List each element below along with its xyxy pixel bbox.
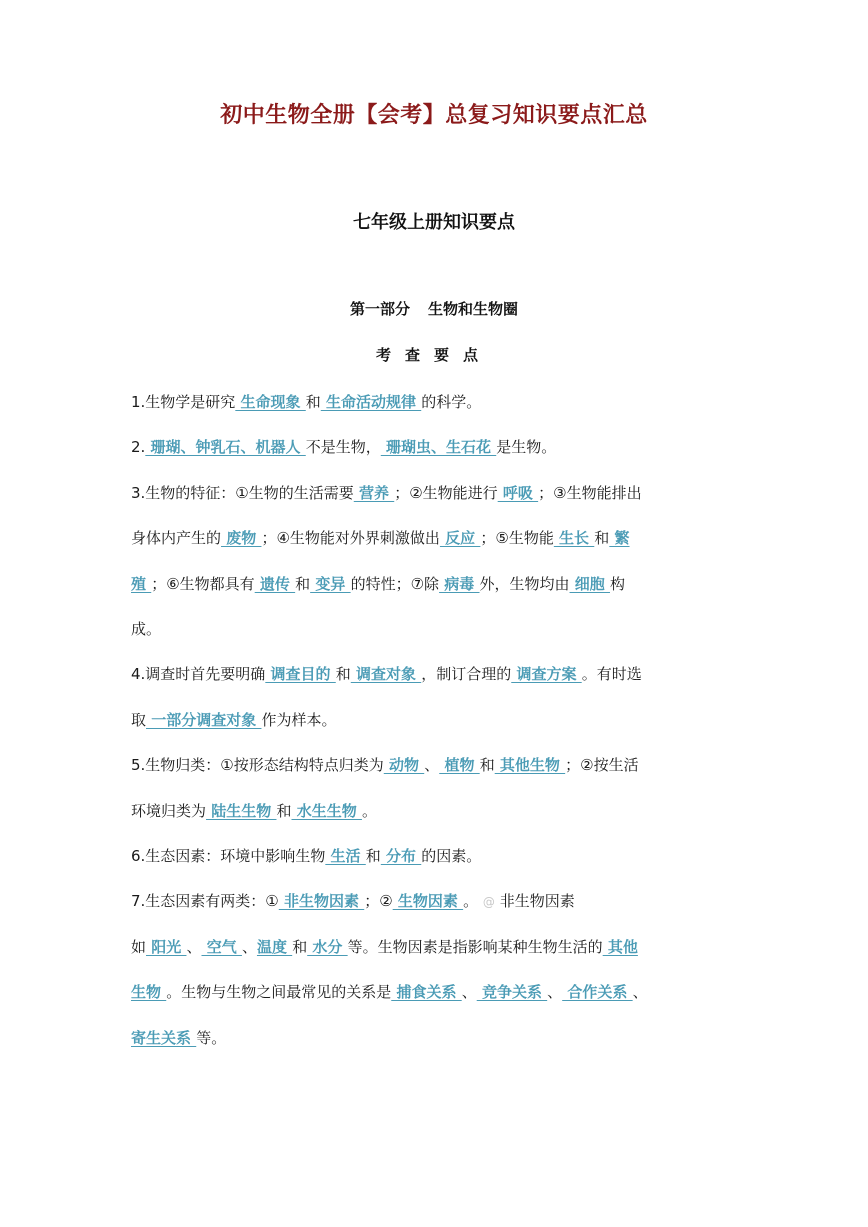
answer-blank: 温度 <box>256 938 293 956</box>
item-text: 环境归类为 <box>131 802 207 820</box>
item-5-line-1 <box>131 754 639 776</box>
item-text: 和 <box>365 847 381 865</box>
item-text: ；④生物能对外界刺激做出 <box>261 529 440 547</box>
item-text: 、 <box>632 983 648 1001</box>
item-text: 取 <box>131 711 147 729</box>
answer-blank: 生活 <box>325 847 366 865</box>
item-text: ；③生物能排出 <box>538 484 642 502</box>
item-text: 6.生态因素：环境中影响生物 <box>131 847 326 865</box>
answer-blank: 生命现象 <box>235 393 306 411</box>
item-7-line-2 <box>131 936 638 958</box>
item-text: ，制订合理的 <box>421 665 512 683</box>
item-text: 不是生物， <box>305 438 381 456</box>
item-text: 。生物与生物之间最常见的关系是 <box>166 983 392 1001</box>
item-text: 的因素。 <box>421 847 482 865</box>
item-text: 、 <box>186 938 202 956</box>
item-text: ；②按生活 <box>565 756 639 774</box>
item-text: 。 <box>463 892 479 910</box>
part-label: 第一部分 <box>349 300 410 318</box>
answer-blank: 废物 <box>221 529 262 547</box>
answer-blank: 生物因素 <box>392 892 464 910</box>
answer-blank: 营养 <box>353 484 395 502</box>
item-text: 。 <box>361 802 377 820</box>
item-7-line-1 <box>131 890 575 913</box>
item-text: 、 <box>424 756 440 774</box>
answer-blank: 遗传 <box>254 575 296 593</box>
answer-blank: 生长 <box>553 529 595 547</box>
answer-blank: 其他生物 <box>494 756 566 774</box>
watermark-mark: @ <box>482 895 495 909</box>
item-4-line-2 <box>131 709 336 731</box>
item-7-line-3 <box>131 981 648 1003</box>
answer-blank: 细胞 <box>569 575 610 593</box>
answer-blank: 生物 <box>131 983 167 1001</box>
item-3-line-4 <box>131 618 161 640</box>
item-text: 和 <box>276 802 292 820</box>
item-text: 作为样本。 <box>261 711 337 729</box>
item-text: 等。生物因素是指影响某种生物生活的 <box>347 938 603 956</box>
item-text: 非生物因素 <box>499 892 575 910</box>
item-text: ；②生物能进行 <box>394 484 498 502</box>
item-text: 、 <box>241 938 257 956</box>
answer-blank: 殖 <box>131 575 152 593</box>
item-text: 和 <box>292 938 308 956</box>
item-2 <box>131 436 556 458</box>
item-text: 5.生物归类：①按形态结构特点归类为 <box>131 756 384 774</box>
item-3-line-1 <box>131 482 642 504</box>
item-1 <box>131 391 481 413</box>
item-text: 身体内产生的 <box>131 529 222 547</box>
item-text: 如 <box>131 938 147 956</box>
item-text: 7.生态因素有两类：① <box>131 892 279 910</box>
keypoints-heading: 考查要点 <box>375 346 492 364</box>
item-3-line-3 <box>131 573 625 595</box>
item-text: ；⑤生物能 <box>480 529 554 547</box>
item-text: ；⑥生物都具有 <box>151 575 255 593</box>
item-text: ；② <box>364 892 393 910</box>
answer-blank: 珊瑚虫、生石花 <box>380 438 497 456</box>
item-text: 和 <box>295 575 311 593</box>
item-text: 。有时选 <box>581 665 642 683</box>
answer-blank: 植物 <box>439 756 480 774</box>
answer-blank: 反应 <box>439 529 481 547</box>
answer-blank: 寄生关系 <box>131 1029 197 1047</box>
item-text: 2. <box>131 438 146 456</box>
answer-blank: 水生生物 <box>291 802 362 820</box>
item-text: 外，生物均由 <box>479 575 570 593</box>
document-title: 初中生物全册【会考】总复习知识要点汇总 <box>220 103 648 128</box>
item-text: 和 <box>479 756 495 774</box>
part-heading <box>0 298 868 319</box>
item-6 <box>131 845 481 867</box>
answer-blank: 合作关系 <box>562 983 633 1001</box>
item-text: 的特性；⑦除 <box>350 575 440 593</box>
answer-blank: 竞争关系 <box>476 983 548 1001</box>
item-7-line-4 <box>131 1027 226 1049</box>
part-name: 生物和生物圈 <box>428 300 519 318</box>
answer-blank: 呼吸 <box>497 484 539 502</box>
answer-blank: 病毒 <box>439 575 480 593</box>
item-text: 和 <box>594 529 610 547</box>
answer-blank: 生命活动规律 <box>320 393 422 411</box>
item-text: 、 <box>547 983 563 1001</box>
answer-blank: 非生物因素 <box>278 892 365 910</box>
item-text: 1.生物学是研究 <box>131 393 236 411</box>
item-text: 等。 <box>196 1029 227 1047</box>
item-text: 4.调查时首先要明确 <box>131 665 266 683</box>
answer-blank: 陆生生物 <box>206 802 277 820</box>
answer-blank: 动物 <box>383 756 425 774</box>
answer-blank: 分布 <box>380 847 422 865</box>
answer-blank: 变异 <box>310 575 351 593</box>
answer-blank: 一部分调查对象 <box>146 711 262 729</box>
answer-blank: 珊瑚、钟乳石、机器人 <box>145 438 306 456</box>
item-text: 、 <box>461 983 477 1001</box>
answer-blank: 调查方案 <box>511 665 582 683</box>
item-4-line-1 <box>131 663 642 685</box>
item-text: 成。 <box>131 620 162 638</box>
answer-blank: 捕食关系 <box>391 983 462 1001</box>
answer-blank: 调查对象 <box>350 665 422 683</box>
answer-blank: 调查目的 <box>265 665 336 683</box>
item-text: 和 <box>335 665 351 683</box>
answer-blank: 水分 <box>307 938 348 956</box>
item-text: 构 <box>609 575 625 593</box>
item-text: 的科学。 <box>421 393 482 411</box>
answer-blank: 阳光 <box>146 938 187 956</box>
item-text: 和 <box>305 393 321 411</box>
answer-blank: 其他 <box>602 938 638 956</box>
answer-blank: 空气 <box>201 938 242 956</box>
item-text: 是生物。 <box>496 438 557 456</box>
section-title: 七年级上册知识要点 <box>353 212 515 233</box>
item-5-line-2 <box>131 800 377 822</box>
answer-blank: 繁 <box>609 529 630 547</box>
item-3-line-2 <box>131 527 630 549</box>
item-text: 3.生物的特征：①生物的生活需要 <box>131 484 354 502</box>
